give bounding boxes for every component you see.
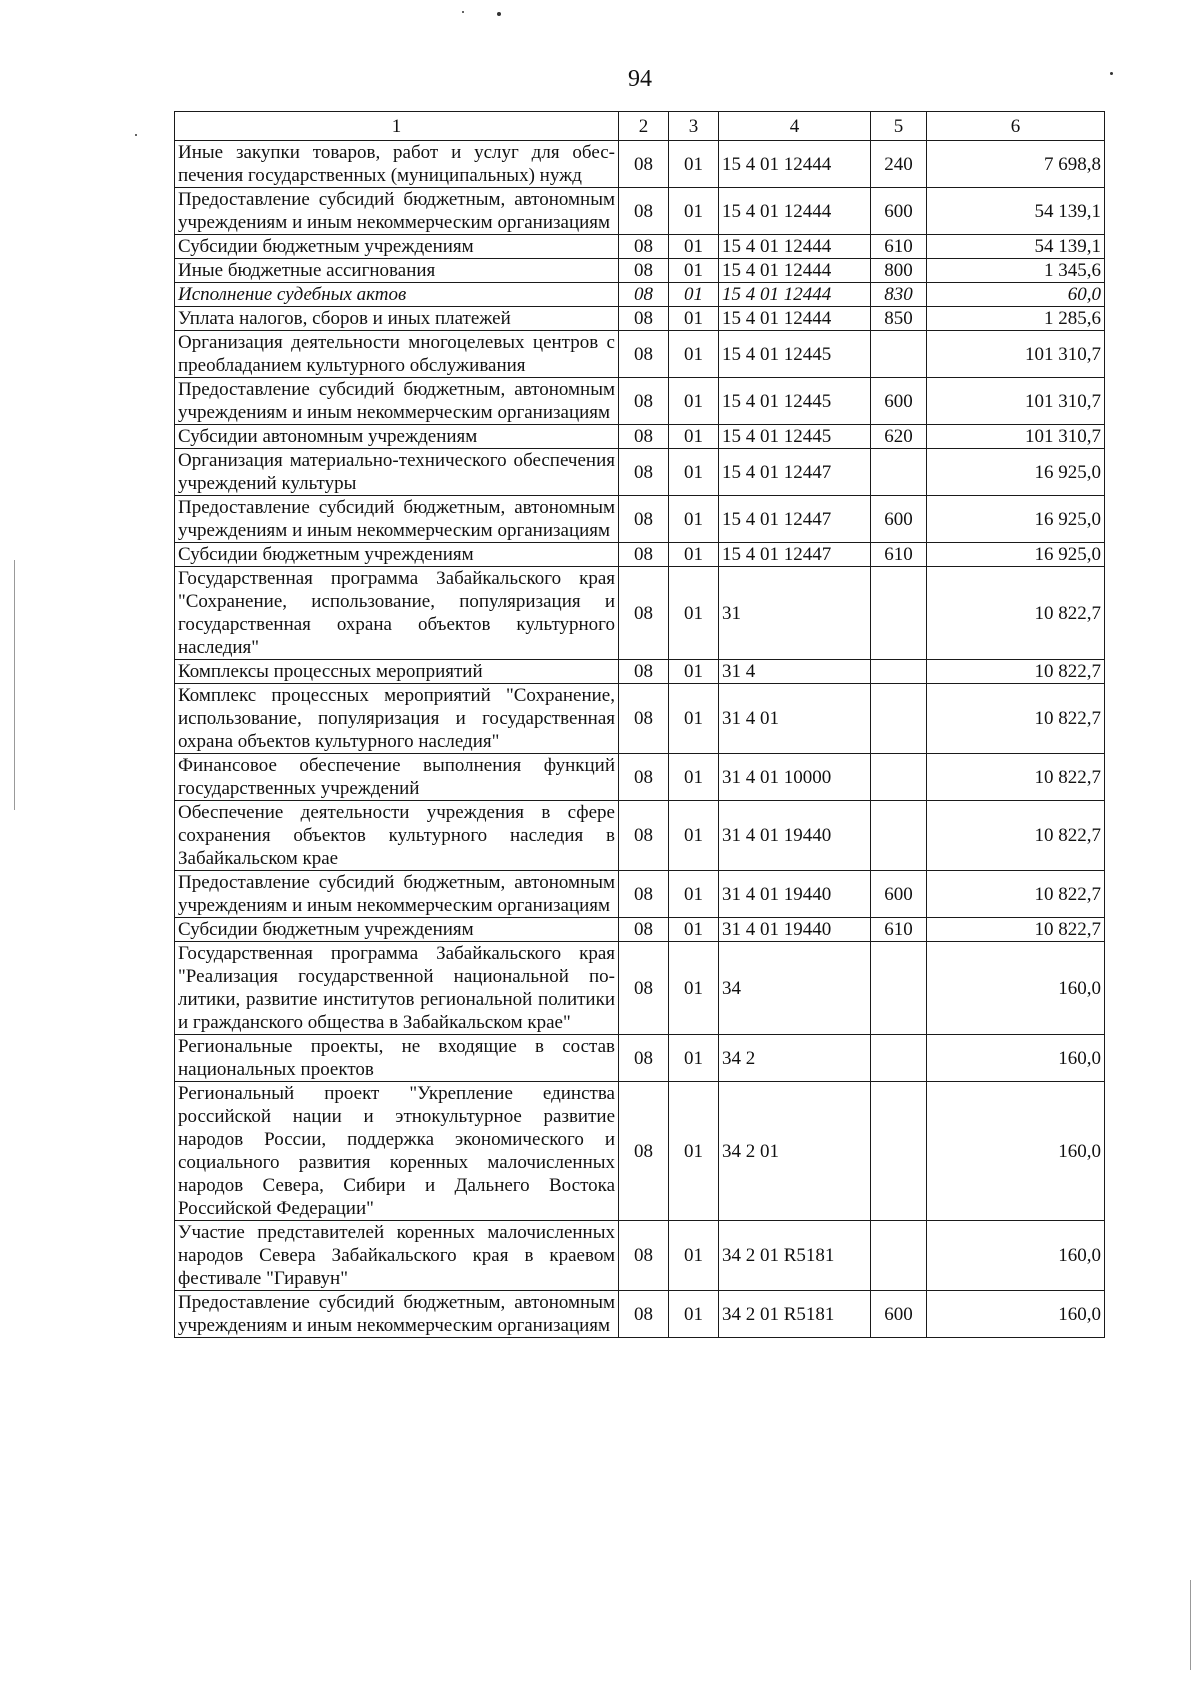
row-name-cell: Предоставление субсидий бюджетным, автономным учреждениям и иным некоммерческим организациям — [175, 1291, 619, 1338]
row-subsection-cell: 01 — [669, 1291, 719, 1338]
row-target-code-cell: 15 4 01 12445 — [719, 425, 871, 449]
column-header-chapter: 2 — [619, 112, 669, 141]
row-name-cell: Обеспечение деятельности учреждения в сфере сохранения объектов культурного наследия в Забайкальском крае — [175, 801, 619, 871]
row-amount-cell: 16 925,0 — [927, 543, 1105, 567]
row-amount-cell: 16 925,0 — [927, 449, 1105, 496]
row-amount-cell: 16 925,0 — [927, 496, 1105, 543]
row-subsection-cell: 01 — [669, 754, 719, 801]
column-header-expense-type: 5 — [871, 112, 927, 141]
row-subsection-cell: 01 — [669, 425, 719, 449]
row-subsection-cell: 01 — [669, 496, 719, 543]
row-subsection-cell: 01 — [669, 1221, 719, 1291]
row-subsection-cell: 01 — [669, 543, 719, 567]
row-amount-cell: 1 285,6 — [927, 307, 1105, 331]
row-target-code-cell: 31 4 01 19440 — [719, 801, 871, 871]
row-target-code-cell: 31 4 01 — [719, 684, 871, 754]
scan-speck — [497, 12, 501, 16]
row-name-cell: Субсидии бюджетным учреждениям — [175, 235, 619, 259]
row-name-cell: Предоставление субсидий бюджетным, автономным учреждениям и иным некоммерческим организациям — [175, 871, 619, 918]
table-row — [175, 1082, 1105, 1221]
row-amount-cell: 101 310,7 — [927, 331, 1105, 378]
row-chapter-cell: 08 — [619, 801, 669, 871]
row-amount-cell: 101 310,7 — [927, 378, 1105, 425]
scan-speck — [135, 134, 137, 136]
row-expense-type-cell: 800 — [871, 259, 927, 283]
row-name-cell: Предоставление субсидий бюджетным, автономным учреждениям и иным некоммерческим организациям — [175, 378, 619, 425]
row-name-cell: Участие представителей коренных малочисленных народов Севера Забайкальского края в краевом фестивале "Гиравун" — [175, 1221, 619, 1291]
row-target-code-cell: 31 4 01 19440 — [719, 871, 871, 918]
row-chapter-cell: 08 — [619, 331, 669, 378]
row-target-code-cell: 34 2 01 — [719, 1082, 871, 1221]
row-target-code-cell: 15 4 01 12445 — [719, 331, 871, 378]
table-row — [175, 141, 1105, 188]
row-chapter-cell: 08 — [619, 1291, 669, 1338]
row-subsection-cell: 01 — [669, 331, 719, 378]
row-chapter-cell: 08 — [619, 378, 669, 425]
table-row — [175, 235, 1105, 259]
row-name-cell: Субсидии автономным учреждениям — [175, 425, 619, 449]
table-row — [175, 1035, 1105, 1082]
row-subsection-cell: 01 — [669, 1082, 719, 1221]
row-chapter-cell: 08 — [619, 307, 669, 331]
row-name-cell: Уплата налогов, сборов и иных платежей — [175, 307, 619, 331]
row-subsection-cell: 01 — [669, 283, 719, 307]
row-target-code-cell: 34 2 01 R5181 — [719, 1221, 871, 1291]
row-target-code-cell: 31 — [719, 567, 871, 660]
row-chapter-cell: 08 — [619, 1035, 669, 1082]
row-expense-type-cell — [871, 801, 927, 871]
row-expense-type-cell: 610 — [871, 543, 927, 567]
row-name-cell: Предоставление субсидий бюджетным, автономным учреждениям и иным некоммерческим организациям — [175, 188, 619, 235]
row-target-code-cell: 15 4 01 12447 — [719, 496, 871, 543]
row-chapter-cell: 08 — [619, 188, 669, 235]
row-expense-type-cell: 830 — [871, 283, 927, 307]
table-row — [175, 188, 1105, 235]
row-amount-cell: 10 822,7 — [927, 918, 1105, 942]
scan-edge-line — [14, 560, 15, 810]
row-expense-type-cell — [871, 331, 927, 378]
row-expense-type-cell — [871, 684, 927, 754]
row-target-code-cell: 15 4 01 12444 — [719, 141, 871, 188]
table-row — [175, 942, 1105, 1035]
row-target-code-cell: 15 4 01 12444 — [719, 259, 871, 283]
row-chapter-cell: 08 — [619, 235, 669, 259]
row-amount-cell: 160,0 — [927, 1082, 1105, 1221]
row-target-code-cell: 31 4 — [719, 660, 871, 684]
row-expense-type-cell: 600 — [871, 871, 927, 918]
row-amount-cell: 160,0 — [927, 942, 1105, 1035]
row-chapter-cell: 08 — [619, 942, 669, 1035]
row-chapter-cell: 08 — [619, 496, 669, 543]
table-row — [175, 283, 1105, 307]
row-name-cell: Комплекс процессных мероприятий "Сохранение, использование, популяризация и государственная охрана объектов культурного наследия" — [175, 684, 619, 754]
column-header-subsection: 3 — [669, 112, 719, 141]
table-row — [175, 378, 1105, 425]
row-name-cell: Исполнение судебных актов — [175, 283, 619, 307]
row-chapter-cell: 08 — [619, 283, 669, 307]
row-amount-cell: 7 698,8 — [927, 141, 1105, 188]
row-target-code-cell: 15 4 01 12444 — [719, 283, 871, 307]
row-expense-type-cell: 600 — [871, 496, 927, 543]
row-subsection-cell: 01 — [669, 1035, 719, 1082]
row-amount-cell: 160,0 — [927, 1035, 1105, 1082]
row-expense-type-cell: 850 — [871, 307, 927, 331]
table-row — [175, 801, 1105, 871]
row-expense-type-cell — [871, 449, 927, 496]
row-chapter-cell: 08 — [619, 543, 669, 567]
row-name-cell: Организация деятельности многоцелевых центров с преобладанием культурного обслуживания — [175, 331, 619, 378]
table-row — [175, 567, 1105, 660]
row-subsection-cell: 01 — [669, 684, 719, 754]
row-amount-cell: 10 822,7 — [927, 567, 1105, 660]
row-amount-cell: 54 139,1 — [927, 235, 1105, 259]
row-target-code-cell: 31 4 01 10000 — [719, 754, 871, 801]
budget-table — [174, 111, 1105, 1338]
row-name-cell: Региональные проекты, не входящие в состав национальных проектов — [175, 1035, 619, 1082]
row-chapter-cell: 08 — [619, 567, 669, 660]
row-subsection-cell: 01 — [669, 567, 719, 660]
row-target-code-cell: 15 4 01 12444 — [719, 188, 871, 235]
row-expense-type-cell: 600 — [871, 188, 927, 235]
row-expense-type-cell: 600 — [871, 1291, 927, 1338]
row-amount-cell: 160,0 — [927, 1291, 1105, 1338]
row-subsection-cell: 01 — [669, 235, 719, 259]
row-name-cell: Предоставление субсидий бюджетным, автономным учреждениям и иным некоммерческим организациям — [175, 496, 619, 543]
row-amount-cell: 10 822,7 — [927, 754, 1105, 801]
table-row — [175, 425, 1105, 449]
table-row — [175, 543, 1105, 567]
row-subsection-cell: 01 — [669, 378, 719, 425]
table-row — [175, 684, 1105, 754]
row-name-cell: Финансовое обеспечение выполнения функций государственных учреждений — [175, 754, 619, 801]
page-number: 94 — [628, 66, 652, 92]
row-expense-type-cell: 600 — [871, 378, 927, 425]
row-amount-cell: 10 822,7 — [927, 801, 1105, 871]
row-target-code-cell: 15 4 01 12444 — [719, 235, 871, 259]
row-subsection-cell: 01 — [669, 259, 719, 283]
row-expense-type-cell — [871, 567, 927, 660]
row-name-cell: Субсидии бюджетным учреждениям — [175, 543, 619, 567]
row-name-cell: Иные закупки товаров, работ и услуг для обеспечения государственных (муниципальных) нужд — [175, 141, 619, 188]
column-header-name: 1 — [175, 112, 619, 141]
row-subsection-cell: 01 — [669, 660, 719, 684]
row-expense-type-cell: 620 — [871, 425, 927, 449]
row-subsection-cell: 01 — [669, 188, 719, 235]
table-row — [175, 331, 1105, 378]
table-row — [175, 1291, 1105, 1338]
table-row — [175, 871, 1105, 918]
row-amount-cell: 10 822,7 — [927, 871, 1105, 918]
scan-edge-line — [1190, 1580, 1191, 1670]
row-chapter-cell: 08 — [619, 1221, 669, 1291]
row-expense-type-cell — [871, 1221, 927, 1291]
row-subsection-cell: 01 — [669, 449, 719, 496]
row-chapter-cell: 08 — [619, 259, 669, 283]
row-chapter-cell: 08 — [619, 449, 669, 496]
row-expense-type-cell: 610 — [871, 918, 927, 942]
row-chapter-cell: 08 — [619, 754, 669, 801]
row-amount-cell: 60,0 — [927, 283, 1105, 307]
column-header-target-code: 4 — [719, 112, 871, 141]
row-chapter-cell: 08 — [619, 660, 669, 684]
row-expense-type-cell — [871, 1035, 927, 1082]
table-header-row — [175, 112, 1105, 141]
row-expense-type-cell — [871, 1082, 927, 1221]
row-chapter-cell: 08 — [619, 871, 669, 918]
row-target-code-cell: 15 4 01 12445 — [719, 378, 871, 425]
row-amount-cell: 10 822,7 — [927, 684, 1105, 754]
row-name-cell: Субсидии бюджетным учреждениям — [175, 918, 619, 942]
table-body — [175, 141, 1105, 1338]
row-expense-type-cell — [871, 942, 927, 1035]
table-row — [175, 918, 1105, 942]
row-expense-type-cell: 610 — [871, 235, 927, 259]
table-row — [175, 449, 1105, 496]
row-subsection-cell: 01 — [669, 942, 719, 1035]
row-chapter-cell: 08 — [619, 141, 669, 188]
row-target-code-cell: 15 4 01 12444 — [719, 307, 871, 331]
row-name-cell: Организация материально-технического обеспечения учреждений культуры — [175, 449, 619, 496]
row-subsection-cell: 01 — [669, 141, 719, 188]
row-target-code-cell: 31 4 01 19440 — [719, 918, 871, 942]
column-header-amount: 6 — [927, 112, 1105, 141]
row-amount-cell: 101 310,7 — [927, 425, 1105, 449]
row-expense-type-cell: 240 — [871, 141, 927, 188]
row-expense-type-cell — [871, 660, 927, 684]
row-name-cell: Комплексы процессных мероприятий — [175, 660, 619, 684]
row-name-cell: Государственная программа Забайкальского края "Сохранение, использование, популяризация и государственная охрана объектов культурного наследия" — [175, 567, 619, 660]
row-target-code-cell: 15 4 01 12447 — [719, 543, 871, 567]
row-subsection-cell: 01 — [669, 918, 719, 942]
row-chapter-cell: 08 — [619, 918, 669, 942]
row-amount-cell: 54 139,1 — [927, 188, 1105, 235]
row-target-code-cell: 34 2 — [719, 1035, 871, 1082]
row-chapter-cell: 08 — [619, 425, 669, 449]
row-subsection-cell: 01 — [669, 307, 719, 331]
row-target-code-cell: 34 2 01 R5181 — [719, 1291, 871, 1338]
table-row — [175, 660, 1105, 684]
row-subsection-cell: 01 — [669, 871, 719, 918]
table-row — [175, 496, 1105, 543]
row-target-code-cell: 15 4 01 12447 — [719, 449, 871, 496]
row-subsection-cell: 01 — [669, 801, 719, 871]
row-amount-cell: 160,0 — [927, 1221, 1105, 1291]
row-name-cell: Региональный проект "Укрепление единства российской нации и этнокультурное развитие народов России, поддержка экономического и социального развития коренных малочисленных народов Севера, Сибири и Дальнего Востока Российской Федерации" — [175, 1082, 619, 1221]
row-expense-type-cell — [871, 754, 927, 801]
row-chapter-cell: 08 — [619, 684, 669, 754]
row-target-code-cell: 34 — [719, 942, 871, 1035]
table-row — [175, 307, 1105, 331]
row-amount-cell: 10 822,7 — [927, 660, 1105, 684]
table-row — [175, 754, 1105, 801]
row-name-cell: Иные бюджетные ассигнования — [175, 259, 619, 283]
scan-speck — [462, 11, 464, 13]
row-amount-cell: 1 345,6 — [927, 259, 1105, 283]
table-row — [175, 259, 1105, 283]
row-name-cell: Государственная программа Забайкальского края "Реализация государственной национальной политики, развитие институтов региональной политики и гражданского общества в Забайкальском крае" — [175, 942, 619, 1035]
row-chapter-cell: 08 — [619, 1082, 669, 1221]
table-row — [175, 1221, 1105, 1291]
